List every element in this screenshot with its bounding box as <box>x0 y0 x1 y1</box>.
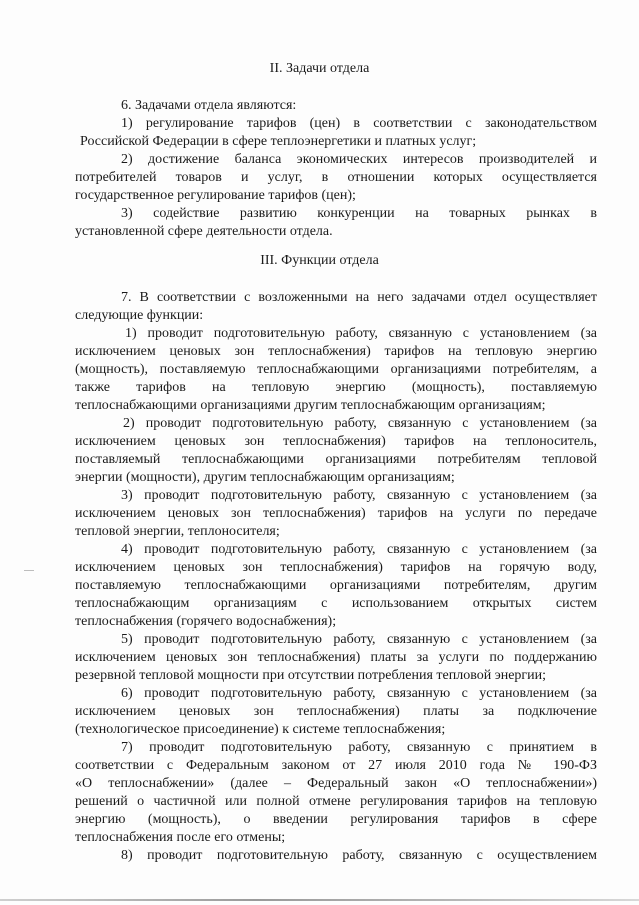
page-bottom-edge <box>0 899 639 901</box>
function-7-line-1: 7) проводит подготовительную работу, связанную с принятием в <box>121 740 597 755</box>
function-1-line-4: также тарифов на тепловую энергию (мощность), поставляемую <box>75 380 597 395</box>
task-2-line-1: 2) достижение баланса экономических интересов производителей и <box>121 152 597 167</box>
function-4-line-1: 4) проводит подготовительную работу, связанную с установлением (за <box>121 542 597 557</box>
function-5-line-2: исключением ценовых зон теплоснабжения) платы за услуги по поддержанию <box>75 650 597 665</box>
function-4-line-5: теплоснабжения (горячего водоснабжения); <box>75 614 337 629</box>
function-6-line-2: исключением ценовых зон теплоснабжения) платы за подключение <box>75 704 597 719</box>
task-1-line-2: Российской Федерации в сфере теплоэнергетики и платных услуг; <box>80 134 477 149</box>
section-2-heading: II. Задачи отдела <box>269 61 370 76</box>
task-3-line-2: установленной сфере деятельности отдела. <box>75 224 333 239</box>
function-1-line-5: теплоснабжающими организациями другим теплоснабжающим организациям; <box>75 398 546 413</box>
function-2-line-2: исключением ценовых зон теплоснабжения) тарифов на теплоноситель, <box>75 434 597 449</box>
scan-artifact-mark <box>24 570 34 571</box>
section-3-heading: III. Функции отдела <box>260 253 379 268</box>
task-3-line-1: 3) содействие развитию конкуренции на товарных рынках в <box>121 206 597 221</box>
function-6-line-3: (технологическое присоединение) к системе теплоснабжения; <box>75 722 446 737</box>
function-3-line-3: тепловой энергии, теплоносителя; <box>75 524 280 539</box>
paragraph-7-line-1: 7. В соответствии с возложенными на него задачами отдел осуществляет <box>121 290 597 305</box>
paragraph-6-intro: 6. Задачами отдела являются: <box>121 98 297 113</box>
function-2-line-4: энергии (мощности), другим теплоснабжающим организациям; <box>75 470 455 485</box>
function-7-line-5: энергию (мощность), о введении регулирования тарифов в сфере <box>75 812 597 827</box>
function-7-line-2: соответствии с Федеральным законом от 27 июля 2010 года № 190-ФЗ <box>75 758 597 773</box>
function-4-line-4: теплоснабжающим организациям с использованием открытых систем <box>75 596 597 611</box>
function-6-line-1: 6) проводит подготовительную работу, связанную с установлением (за <box>121 686 597 701</box>
function-5-line-3: резервной тепловой мощности при отсутствии потребления тепловой энергии; <box>75 668 547 683</box>
function-1-line-1: 1) проводит подготовительную работу, связанную с установлением (за <box>125 326 597 341</box>
function-7-line-3: «О теплоснабжении» (далее – Федеральный закон «О теплоснабжении») <box>75 776 597 791</box>
function-5-line-1: 5) проводит подготовительную работу, связанную с установлением (за <box>121 632 597 647</box>
function-7-line-4: решений о частичной или полной отмене регулирования тарифов на тепловую <box>75 794 597 809</box>
function-2-line-3: поставляемый теплоснабжающими организациями потребителям тепловой <box>75 452 597 467</box>
function-2-line-1: 2) проводит подготовительную работу, связанную с установлением (за <box>123 416 597 431</box>
function-1-line-3: (мощность), поставляемую теплоснабжающими организациями потребителям, а <box>75 362 597 377</box>
task-2-line-3: государственное регулирование тарифов (цен); <box>75 188 356 203</box>
function-4-line-3: поставляемую теплоснабжающими организациями потребителям, другим <box>75 578 597 593</box>
function-1-line-2: исключением ценовых зон теплоснабжения) тарифов на тепловую энергию <box>75 344 597 359</box>
task-1-line-1: 1) регулирование тарифов (цен) в соответствии с законодательством <box>121 116 597 131</box>
function-3-line-1: 3) проводит подготовительную работу, связанную с установлением (за <box>121 488 597 503</box>
function-8-line-1: 8) проводит подготовительную работу, связанную с осуществлением <box>121 848 597 863</box>
function-7-line-6: теплоснабжения после его отмены; <box>75 830 286 845</box>
task-2-line-2: потребителей товаров и услуг, в отношении которых осуществляется <box>75 170 597 185</box>
function-3-line-2: исключением ценовых зон теплоснабжения) тарифов на услуги по передаче <box>75 506 597 521</box>
function-4-line-2: исключением ценовых зон теплоснабжения) тарифов на горячую воду, <box>75 560 597 575</box>
paragraph-7-line-2: следующие функции: <box>75 308 204 323</box>
